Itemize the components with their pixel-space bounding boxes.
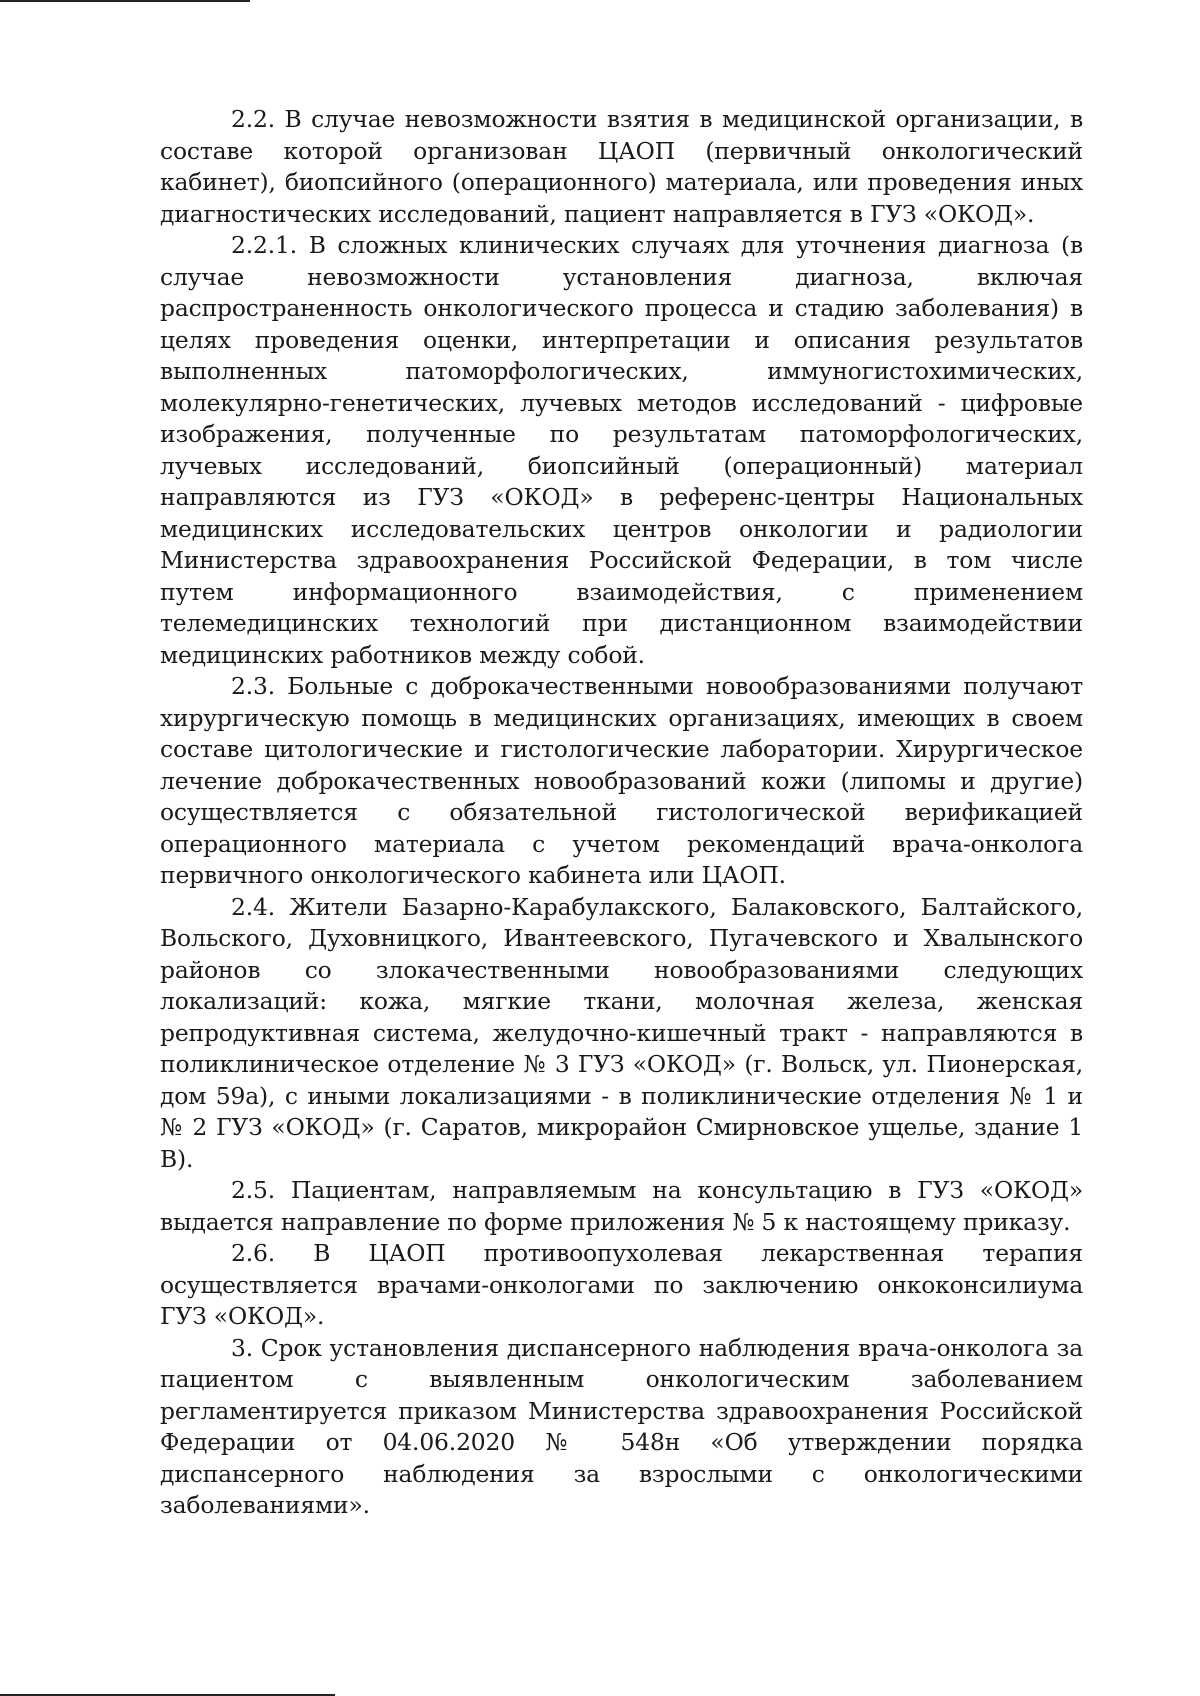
- paragraph-2-4: 2.4. Жители Базарно-Карабулакского, Балаковского, Балтайского, Вольского, Духовницкого, Ивантеевского, Пугачевского и Хвалынского районов со злокачественными новообразованиями следующих локализаций: кожа, мягкие ткани, молочная железа, женская репродуктивная система, желудочно-кишечный тракт - направляются в поликлиническое отделение № 3 ГУЗ «ОКОД» (г. Вольск, ул. Пионерская, дом 59а), с иными локализациями - в поликлинические отделения № 1 и № 2 ГУЗ «ОКОД» (г. Саратов, микрорайон Смирновское ущелье, здание 1 В).: [160, 892, 1083, 1173]
- paragraph-2-2-1: 2.2.1. В сложных клинических случаях для уточнения диагноза (в случае невозможности установления диагноза, включая распространенность онкологического процесса и стадию заболевания) в целях проведения оценки, интерпретации и описания результатов выполненных патоморфологических, иммуногистохимических, молекулярно-генетических, лучевых методов исследований - цифровые изображения, полученные по результатам патоморфологических, лучевых исследований, биопсийный (операционный) материал направляются из ГУЗ «ОКОД» в референс-центры Национальных медицинских исследовательских центров онкологии и радиологии Министерства здравоохранения Российской Федерации, в том числе путем информационного взаимодействия, с применением телемедицинских технологий при дистанционном взаимодействии медицинских работников между собой.: [160, 231, 1083, 669]
- paragraph-2-5: 2.5. Пациентам, направляемым на консультацию в ГУЗ «ОКОД» выдается направление по форме приложения № 5 к настоящему приказу.: [160, 1176, 1083, 1236]
- scan-edge-line-top: [0, 0, 250, 2]
- paragraph-2-2: 2.2. В случае невозможности взятия в медицинской организации, в составе которой организован ЦАОП (первичный онкологический кабинет), биопсийного (операционного) материала, или проведения иных диагностических исследований, пациент направляется в ГУЗ «ОКОД».: [160, 105, 1083, 228]
- paragraph-2-6: 2.6. В ЦАОП противоопухолевая лекарственная терапия осуществляется врачами-онкологами по заключению онкоконсилиума ГУЗ «ОКОД».: [160, 1239, 1083, 1330]
- paragraph-3: 3. Срок установления диспансерного наблюдения врача-онколога за пациентом с выявленным онкологическим заболеванием регламентируется приказом Министерства здравоохранения Российской Федерации от 04.06.2020 № 548н «Об утверждении порядка диспансерного наблюдения за взрослыми с онкологическими заболеваниями».: [160, 1333, 1083, 1519]
- document-body: [160, 104, 1083, 1522]
- paragraph-2-3: 2.3. Больные с доброкачественными новообразованиями получают хирургическую помощь в медицинских организациях, имеющих в своем составе цитологические и гистологические лаборатории. Хирургическое лечение доброкачественных новообразований кожи (липомы и другие) осуществляется с обязательной гистологической верификацией операционного материала с учетом рекомендаций врача-онколога первичного онкологического кабинета или ЦАОП.: [160, 672, 1083, 889]
